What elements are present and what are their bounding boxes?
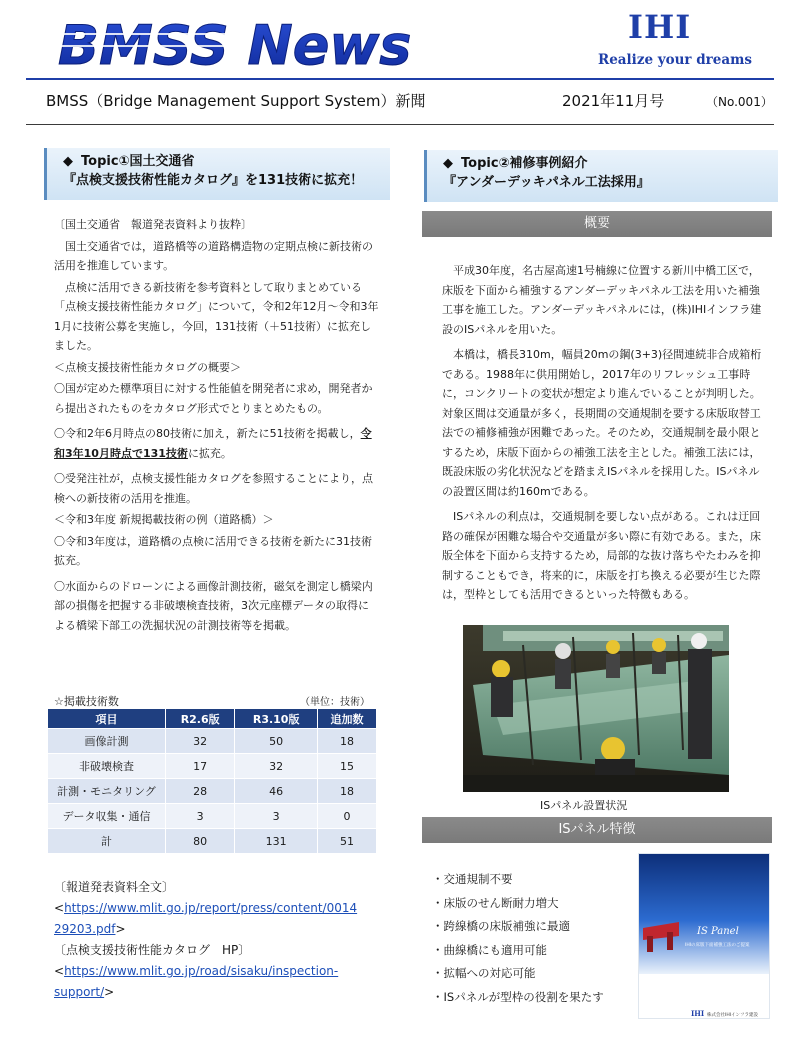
table-row [48,729,377,754]
list-item: ・床版のせん断耐力増大 [432,895,559,910]
paragraph: ISパネルの利点は，交通規制を要しない点がある。これは迂回路の確保が困難な場合や交通量が多い際に有効である。また，床版全体を下面から支持するため，局部的な抜け落ちやたわみを抑制することもでき，将来的に，床版を打ち換える必要が生じた際は，型枠としても活用できるといった特徴もある。 [442,510,761,601]
table-unit: （単位：技術） [300,697,370,708]
catalog-link[interactable]: https://www.mlit.go.jp/road/sisaku/inspection- [64,964,339,978]
source-note: 〔国土交通省 報道発表資料より抜粋〕 [54,218,252,231]
is-panel-catalog-cover [638,853,770,1019]
table-cell: 15 [317,754,376,779]
table-cell: 80 [166,829,235,854]
header-rule [26,78,774,80]
table-cell: 0 [317,804,376,829]
topic1-body [54,215,379,641]
column-header: 追加数 [317,709,376,729]
is-panel-installation-photo [463,625,729,792]
reference-link-press[interactable] [54,898,374,919]
subheading: ＜令和3年度 新規掲載技術の例（道路橋）＞ [54,513,274,526]
catalog-subtitle: IHIの床版下面補強工法のご提案 [685,943,750,948]
table-total-row [48,829,377,854]
table-caption: ☆掲載技術数 [54,695,119,708]
table-cell: 46 [235,779,318,804]
diamond-icon: ◆ [63,154,73,169]
bmss-news-logo [58,12,418,74]
list-item: ・交通規制不要 [432,872,513,886]
bullet-item: 〇水面からのドローンによる画像計測技術，磁気を測定し橋梁内部の損傷を把握する非破壊検査技術，3次元座標データの取得による橋梁下部工の洗掘状況の計測技術等を掲載。 [54,579,373,632]
overview-banner: 概要 [422,211,772,237]
topic2-subtitle: 『アンダーデッキパネル工法採用』 [443,175,650,190]
tagline: Realize your dreams [598,52,753,68]
newsletter-title: BMSS（Bridge Management Support System）新聞 [46,92,426,110]
list-item: ・曲線橋にも適用可能 [432,942,547,957]
press-release-link-cont[interactable]: 29203.pdf [54,922,116,936]
bullet-text: 〇令和2年6月時点の80技術に加え，新たに51技術を掲載し， [54,427,361,440]
table-cell: 18 [317,729,376,754]
features-banner: ISパネル特徴 [422,817,772,843]
bracket: < [54,964,65,978]
topic1-header [44,148,390,200]
bullet-item: 〇国が定めた標準項目に対する性能値を開発者に求め，開発者から提出されたものをカタログ形式でとりまとめたもの。 [54,382,373,415]
topic2-body [442,261,764,611]
issue-date: 2021年11月号 [562,92,665,110]
diamond-icon: ◆ [443,156,453,171]
table-row [48,754,377,779]
table-cell: 51 [317,829,376,854]
column-header: 項目 [48,709,166,729]
catalog-brand: IHI [691,1009,705,1018]
issue-number: （No.001） [706,95,773,109]
bracket: > [104,985,115,999]
topic2-title: Topic②補修事例紹介 [461,156,588,171]
table-row [48,804,377,829]
table-cell: 131 [235,829,318,854]
masthead [0,0,800,120]
table-row [48,779,377,804]
catalog-artwork [639,854,770,1019]
paragraph: 本橋は，橋長310m，幅員20mの鋼(3+3)径間連続非合成箱桁である。1988年に供用開始し，2017年のリフレッシュ工事時に，コンクリートの変状が想定より進んでいることが判明した。対象区間は交通量が多く，長期間の交通規制を要する床版取替工法での補修補強が困難であった。そのため，交通規制を最小限とするため，床版下面からの補強工法を主とした。補強工法には，既設床版の劣化状況などを踏まえISパネルを採用した。ISパネルの設置区間は約160mである。 [442,348,762,498]
paragraph: 点検に活用できる新技術を参考資料として取りまとめている「点検支援技術性能カタログ」について，令和2年12月～令和3年1月に技術公募を実施し，今回，131技術（＋51技術）に拡充しました。 [54,280,379,352]
table-cell: 32 [235,754,318,779]
table-cell: 画像計測 [48,729,166,754]
table-header-row [48,709,377,729]
table-cell: 50 [235,729,318,754]
topic2-header [424,150,778,202]
table-cell: 3 [166,804,235,829]
subheading: ＜点検支援技術性能カタログの概要＞ [54,360,241,374]
table-cell: データ収集・通信 [48,804,166,829]
photo-caption: ISパネル設置状況 [540,799,628,812]
column-header: R2.6版 [166,709,235,729]
table-cell: 計測・モニタリング [48,779,166,804]
paragraph: 国土交通省では，道路橋等の道路構造物の定期点検に新技術の活用を推進しています。 [54,239,373,272]
tech-count-table [47,708,377,854]
reference-label: 〔点検支援技術性能カタログ HP〕 [54,943,251,957]
list-item: ・拡幅への対応可能 [432,966,536,981]
bullet-item [54,424,379,463]
table-cell: 32 [166,729,235,754]
highlight-text: 令和3年10月時点で131技術 [54,427,372,460]
table-cell: 28 [166,779,235,804]
table-cell: 18 [317,779,376,804]
catalog-company: 株式会社IHIインフラ建設 [707,1013,759,1018]
paragraph: 平成30年度，名古屋高速1号楠線に位置する新川中橋工区で，床版を下面から補強するアンダーデッキパネル工法を用いた補強工事を施工した。アンダーデッキパネルには，(株)IHIインフラ建設のISパネルを用いた。 [442,264,762,336]
reference-label: 〔報道発表資料全文〕 [54,880,175,894]
bracket: > [115,922,126,936]
feature-list [432,868,632,1010]
reference-link-press-cont[interactable] [54,919,374,940]
reference-link-catalog[interactable] [54,961,374,982]
references [54,877,374,1003]
catalog-link-cont[interactable]: support/ [54,985,105,999]
list-item: ・跨線橋の床版補強に最適 [432,919,570,934]
bullet-item: 〇令和3年度は，道路橋の点検に活用できる技術を新たに31技術拡充。 [54,534,372,567]
topic1-subtitle: 『点検支援技術性能カタログ』を131技術に拡充！ [63,173,364,188]
list-item: ・ISパネルが型枠の役割を果たす [432,989,604,1004]
catalog-title: IS Panel [697,926,739,937]
bracket: < [54,901,65,915]
topic1-title: Topic①国土交通省 [81,154,195,169]
bullet-item: 〇受発注社が，点検支援性能カタログを参照することにより，点検への新技術の活用を推進。 [54,472,373,505]
table-cell: 非破壊検査 [48,754,166,779]
table-cell: 17 [166,754,235,779]
bullet-text: に拡充。 [187,446,232,460]
reference-link-catalog-cont[interactable] [54,982,374,1003]
press-release-link[interactable]: https://www.mlit.go.jp/report/press/content/0014 [64,901,358,915]
column-header: R3.10版 [235,709,318,729]
logo-text: BMSS News [58,14,412,74]
header-divider [26,124,774,125]
table-cell: 3 [235,804,318,829]
ihi-logo: IHI [628,8,692,46]
table-cell: 計 [48,829,166,854]
